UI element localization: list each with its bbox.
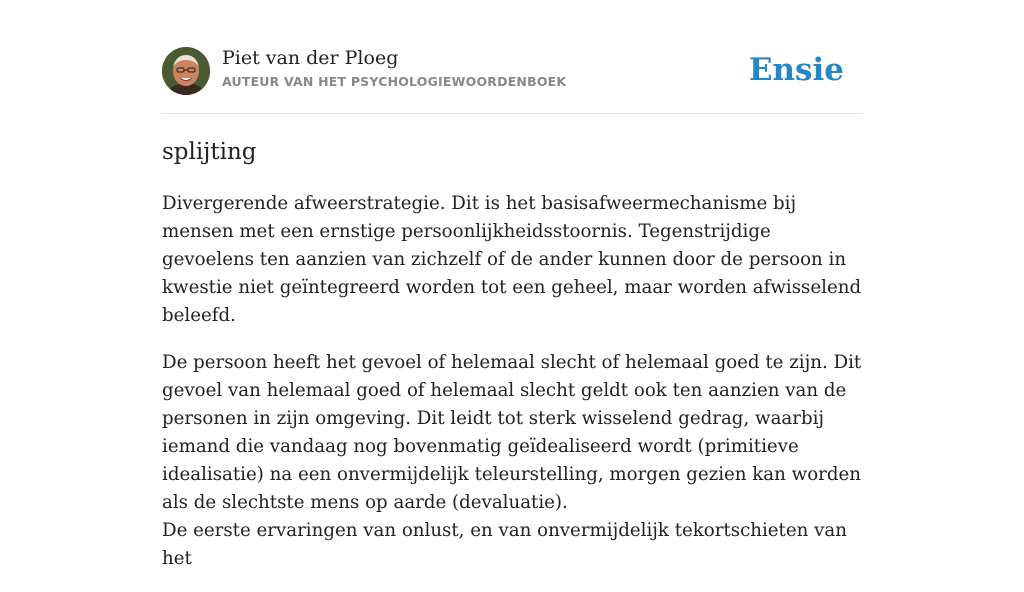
author-avatar[interactable] [162,47,210,95]
author-subtitle[interactable]: AUTEUR VAN HET PSYCHOLOGIEWOORDENBOEK [222,74,567,89]
avatar-portrait-icon [162,47,210,95]
entry-paragraph-1: Divergerende afweerstrategie. Dit is het basisafweermechanisme bij mensen met een ernstige persoonlijkheidsstoornis. Tegenstrijdige gevoelens ten aanzien van zichzelf of de ander kunnen door de persoon in kwestie niet geïntegreerd worden tot een geheel, maar worden afwisselend beleefd. [162,193,862,326]
entry-paragraph-2: De persoon heeft het gevoel of helemaal slecht of helemaal goed te zijn. Dit gevoel van helemaal goed of helemaal slecht geldt ook ten aanzien van de personen in zijn omgeving. Dit leidt tot sterk wisselend gedrag, waarbij iemand die vandaag nog bovenmatig geïdealiseerd wordt (primitieve idealisatie) na een onvermijdelijk teleurstelling, morgen gezien kan worden als de slechtste mens op aarde (devaluatie). [162,352,862,513]
author-name[interactable]: Piet van der Ploeg [222,47,399,69]
brand-logo[interactable]: Ensie [748,52,844,88]
entry-title: splijting [162,139,257,165]
header-divider [162,113,862,114]
entry-paragraph-3: De eerste ervaringen van onlust, en van onvermijdelijk tekortschieten van het [162,520,847,569]
entry-body [162,190,862,592]
author-header [162,46,862,96]
